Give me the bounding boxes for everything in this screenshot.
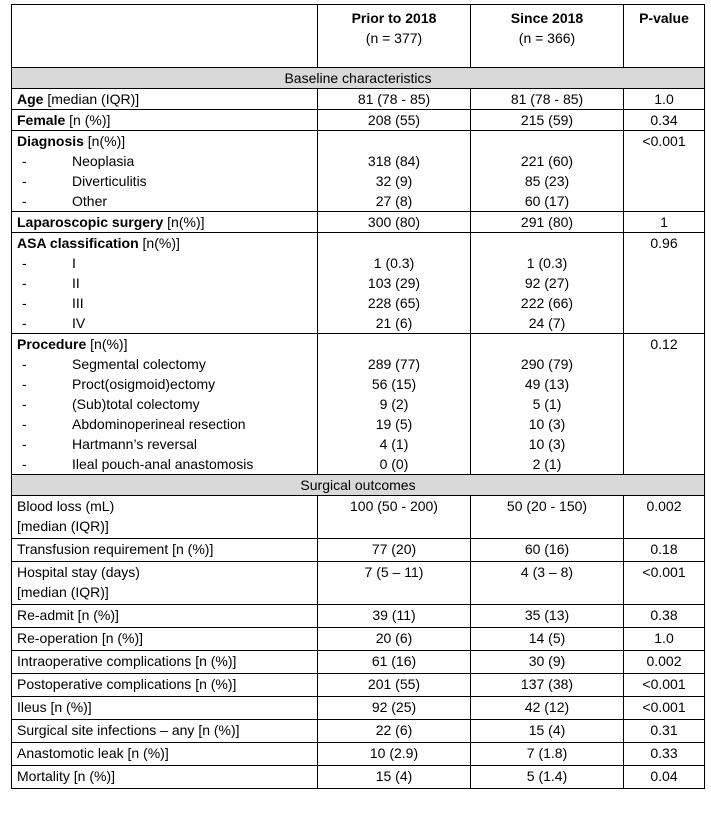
cell-prior: 289 (77) 56 (15) 9 (2) 19 (5) 4 (1) 0 (0) (318, 334, 471, 475)
cell-pvalue: 0.38 (624, 605, 705, 628)
section-title-outcomes: Surgical outcomes (12, 475, 705, 496)
cell-since: 60 (16) (471, 539, 624, 562)
cell-since: 14 (5) (471, 628, 624, 651)
cell-pvalue: 0.04 (624, 766, 705, 789)
row-label: Laparoscopic surgery [n(%)] (12, 212, 318, 233)
list-item: - Hartmann’s reversal (22, 436, 198, 452)
row-label-text: Surgical site infections – any [n (%)] (17, 722, 240, 738)
cell-prior: 300 (80) (318, 212, 471, 233)
cell-pvalue: 0.31 (624, 720, 705, 743)
results-table (11, 4, 705, 789)
list-item: - Other (22, 193, 108, 209)
table-row (12, 651, 705, 674)
cell-since: 35 (13) (471, 605, 624, 628)
cell-pvalue: 0.002 (624, 496, 705, 539)
cell-prior: 15 (4) (318, 766, 471, 789)
table-row (12, 539, 705, 562)
table-row (12, 697, 705, 720)
cell-prior: 39 (11) (318, 605, 471, 628)
row-label-text: Hospital stay (days) (17, 564, 140, 580)
table-row (12, 766, 705, 789)
header-prior-n: (n = 377) (365, 30, 423, 46)
row-label-text: Transfusion requirement [n (%)] (17, 541, 214, 557)
header-since (471, 5, 624, 68)
cell-pvalue: <0.001 (624, 131, 705, 212)
row-label-text: Mortality [n (%)] (17, 768, 116, 784)
cell-pvalue: 0.34 (624, 110, 705, 131)
cell-since: 30 (9) (471, 651, 624, 674)
list-item: - (Sub)total colectomy (22, 396, 200, 412)
cell-pvalue: <0.001 (624, 674, 705, 697)
table-row (12, 562, 705, 605)
list-item: - III (22, 295, 84, 311)
list-item: - Segmental colectomy (22, 356, 206, 372)
header-prior-title: Prior to 2018 (351, 10, 437, 26)
row-label (12, 720, 318, 743)
cell-since: 50 (20 - 150) (471, 496, 624, 539)
cell-prior: 81 (78 - 85) (318, 89, 471, 110)
cell-pvalue: 1.0 (624, 89, 705, 110)
row-label: Female [n (%)] (12, 110, 318, 131)
table-row (12, 496, 705, 539)
header-prior (318, 5, 471, 68)
row-label-text: Blood loss (mL) (17, 498, 115, 514)
cell-pvalue: 1.0 (624, 628, 705, 651)
row-label: Procedure [n(%)] - Segmental colectomy - Proct(osigmoid)ectomy - (Sub)total colectomy - Abdominoperineal resection - Hartmann’s reversal - Ileal pouch-anal anastomosis (12, 334, 318, 475)
row-label (12, 766, 318, 789)
header-empty-cell (12, 5, 318, 68)
cell-since: 215 (59) (471, 110, 624, 131)
cell-prior: 208 (55) (318, 110, 471, 131)
row-label (12, 628, 318, 651)
row-label-text: Re-operation [n (%)] (17, 630, 144, 646)
cell-pvalue: 0.96 (624, 233, 705, 334)
cell-prior: 1 (0.3) 103 (29) 228 (65) 21 (6) (318, 233, 471, 334)
row-label-text: Intraoperative complications [n (%)] (17, 653, 237, 669)
list-item: - II (22, 275, 80, 291)
list-item: - I (22, 255, 76, 271)
row-label (12, 743, 318, 766)
row-label (12, 562, 318, 605)
cell-prior: 22 (6) (318, 720, 471, 743)
row-label-text: Ileus [n (%)] (17, 699, 92, 715)
row-label (12, 674, 318, 697)
row-label: Diagnosis [n(%)] - Neoplasia - Diverticulitis - Other (12, 131, 318, 212)
cell-pvalue: 0.18 (624, 539, 705, 562)
list-item: - Proct(osigmoid)ectomy (22, 376, 216, 392)
cell-prior: 20 (6) (318, 628, 471, 651)
cell-since: 15 (4) (471, 720, 624, 743)
table-row-female (12, 110, 705, 131)
table-row (12, 674, 705, 697)
table-row (12, 743, 705, 766)
cell-prior: 61 (16) (318, 651, 471, 674)
cell-since: 137 (38) (471, 674, 624, 697)
header-pvalue (624, 5, 705, 68)
table-row (12, 605, 705, 628)
cell-pvalue: 0.002 (624, 651, 705, 674)
cell-prior: 77 (20) (318, 539, 471, 562)
table-row-procedure (12, 334, 705, 475)
cell-since: 221 (60) 85 (23) 60 (17) (471, 131, 624, 212)
row-label (12, 651, 318, 674)
cell-pvalue: <0.001 (624, 697, 705, 720)
list-item: - Abdominoperineal resection (22, 416, 246, 432)
cell-pvalue: 0.33 (624, 743, 705, 766)
row-label-text: Postoperative complications [n (%)] (17, 676, 237, 692)
cell-pvalue: 1 (624, 212, 705, 233)
cell-prior: 100 (50 - 200) (318, 496, 471, 539)
cell-pvalue: <0.001 (624, 562, 705, 605)
cell-pvalue: 0.12 (624, 334, 705, 475)
section-row-baseline (12, 68, 705, 89)
table-row-laparoscopic (12, 212, 705, 233)
table-row (12, 628, 705, 651)
row-label (12, 697, 318, 720)
cell-since: 81 (78 - 85) (471, 89, 624, 110)
section-row-outcomes (12, 475, 705, 496)
table-row-age (12, 89, 705, 110)
cell-since: 1 (0.3) 92 (27) 222 (66) 24 (7) (471, 233, 624, 334)
cell-prior: 10 (2.9) (318, 743, 471, 766)
header-since-n: (n = 366) (518, 30, 576, 46)
row-label (12, 496, 318, 539)
table-row-diagnosis (12, 131, 705, 212)
cell-prior: 7 (5 – 11) (318, 562, 471, 605)
cell-prior: 201 (55) (318, 674, 471, 697)
table-row-asa (12, 233, 705, 334)
list-item: - Neoplasia (22, 153, 135, 169)
row-label-subtext: [median (IQR)] (17, 584, 109, 600)
cell-prior: 318 (84) 32 (9) 27 (8) (318, 131, 471, 212)
list-item: - IV (22, 315, 86, 331)
cell-prior: 92 (25) (318, 697, 471, 720)
header-since-title: Since 2018 (510, 10, 584, 26)
row-label-subtext: [median (IQR)] (17, 518, 109, 534)
table-row (12, 720, 705, 743)
cell-since: 7 (1.8) (471, 743, 624, 766)
cell-since: 5 (1.4) (471, 766, 624, 789)
list-item: - Diverticulitis (22, 173, 147, 189)
cell-since: 291 (80) (471, 212, 624, 233)
header-pvalue-title: P-value (639, 10, 689, 26)
section-title-baseline: Baseline characteristics (12, 68, 705, 89)
cell-since: 4 (3 – 8) (471, 562, 624, 605)
row-label (12, 539, 318, 562)
outcomes-body (12, 496, 705, 789)
row-label: ASA classification [n(%)] - I - II - III - IV (12, 233, 318, 334)
cell-since: 42 (12) (471, 697, 624, 720)
cell-since: 290 (79) 49 (13) 5 (1) 10 (3) 10 (3) 2 (1) (471, 334, 624, 475)
list-item: - Ileal pouch-anal anastomosis (22, 456, 254, 472)
row-label-text: Re-admit [n (%)] (17, 607, 119, 623)
row-label: Age [median (IQR)] (12, 89, 318, 110)
row-label-text: Anastomotic leak [n (%)] (17, 745, 169, 761)
row-label (12, 605, 318, 628)
